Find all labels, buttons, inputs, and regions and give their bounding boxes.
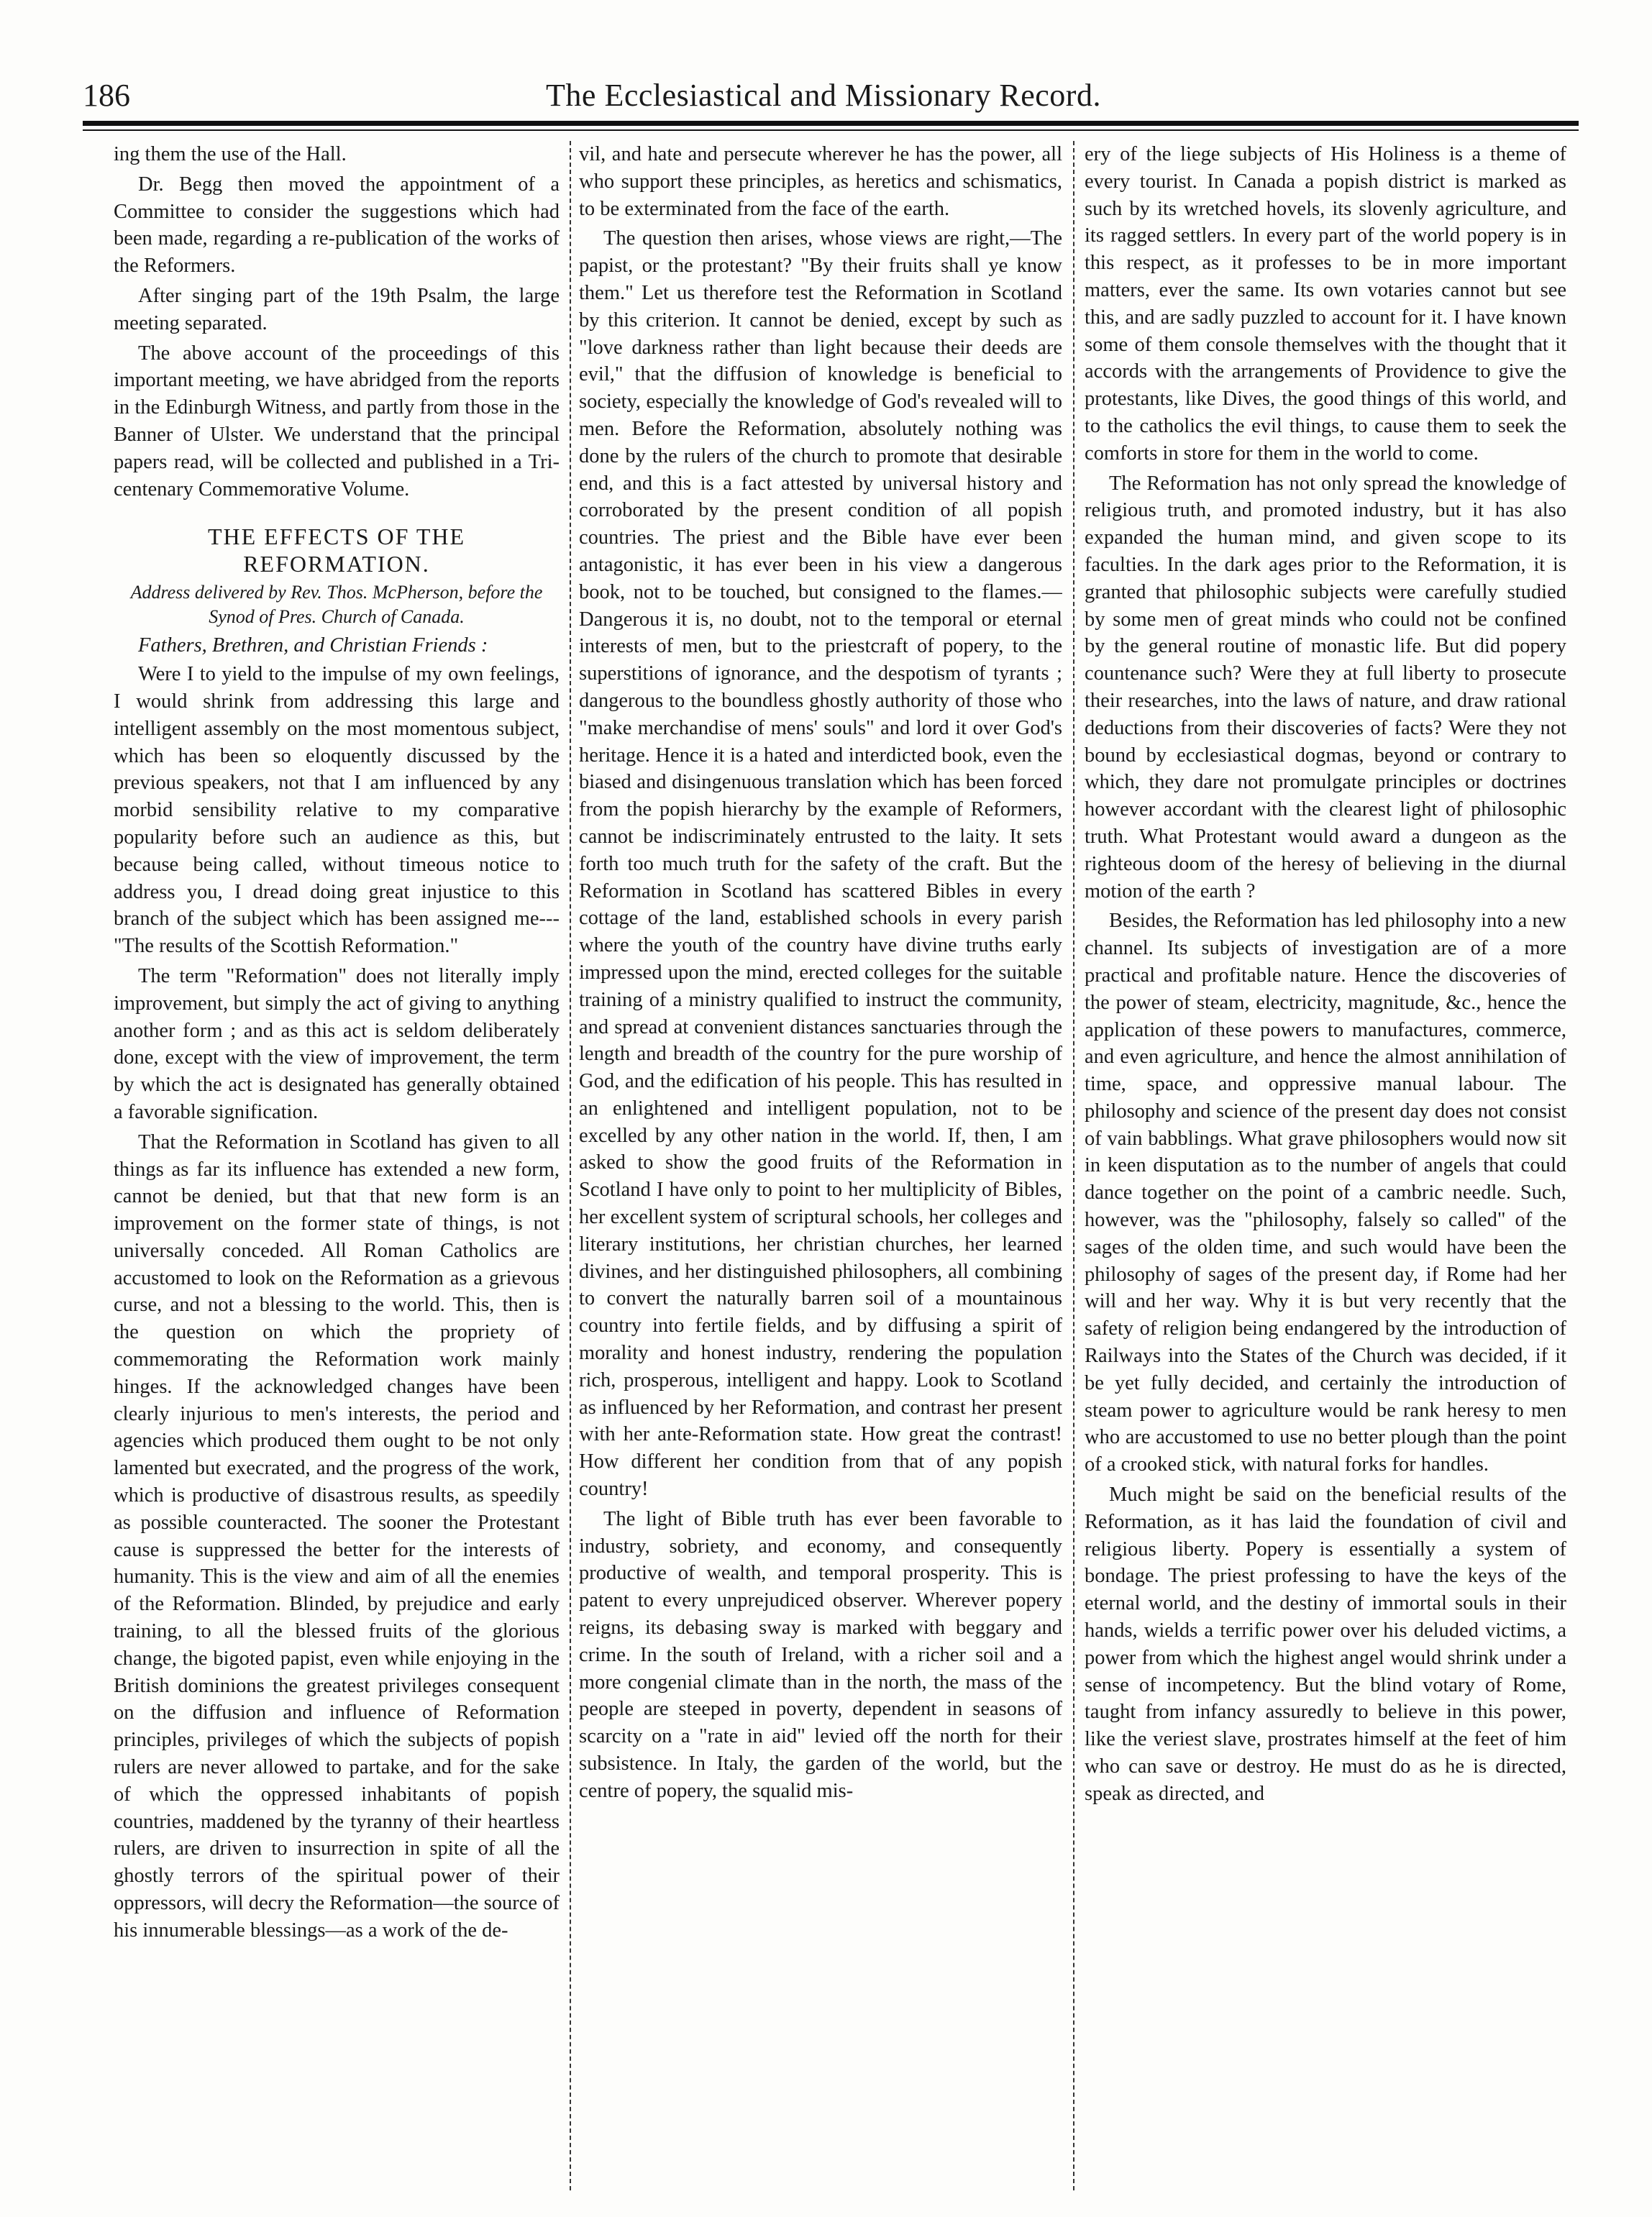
paragraph: Besides, the Reformation has led philosophy into a new channel. Its subjects of investigation are of a more practical and profitable nature. Hence the discoveries of the power of steam, electricity, magnitude, &c., hence the application of these powers to manufactures, commerce, and even agriculture, and hence the almost annihilation of time, space, and oppressive manual labour. The philosophy and science of the present day does not consist of vain babblings. What grave philosophers would now sit in keen disputation as to the number of angels that could dance together on the point of a cambric needle. Such, however, was the "philosophy, falsely so called" of the sages of the olden time, and such would have been the philosophy of sages of the present day, if Rome had her will and her way. Why it is but very recently that the safety of religion being endangered by the introduction of Railways into the States of the Church was decided, if it be yet fully decided, and certainly the introduction of steam power to agriculture would be rank heresy to men who are accustomed to use no better plough than the point of a crooked stick, with natural forks for handles. (1085, 910, 1566, 1476)
column-3 (1085, 141, 1566, 2198)
paragraph: The above account of the proceedings of this important meeting, we have abridged from the reports in the Edinburgh Witness, and partly from those in the Banner of Ulster. We understand that the principal papers read, will be collected and published in a Tri-centenary Commemorative Volume. (114, 342, 560, 500)
paragraph: ing them the use of the Hall. (114, 143, 347, 165)
header-rule-thin (83, 129, 1579, 131)
page-header (61, 72, 1586, 124)
article-title: THE EFFECTS OF THE REFORMATION. (207, 524, 466, 577)
journal-title: The Ecclesiastical and Missionary Record. (546, 78, 1101, 113)
paragraph: After singing part of the 19th Psalm, the large meeting separated. (114, 284, 560, 334)
article-salutation: Fathers, Brethren, and Christian Friends : (138, 634, 488, 657)
column-1 (114, 141, 560, 2198)
article-byline: Address delivered by Rev. Thos. McPherson, before the Synod of Pres. Church of Canada. (130, 582, 543, 628)
paragraph: That the Reformation in Scotland has given to all things as far its influence has extended a new form, cannot be denied, but that that new form is an improvement on the former state of things, is not universally conceded. All Roman Catholics are accustomed to look on the Reformation as a grievous curse, and not a blessing to the world. This, then is the question on which the propriety of commemorating the Reformation work mainly hinges. If the acknowledged changes have been clearly injurious to men's interests, the period and agencies which produced them ought to be not only lamented but execrated, and the progress of the work, which is productive of disastrous results, as speedily as possible counteracted. The sooner the Protestant cause is suppressed the better for the interests of humanity. This is the view and aim of all the enemies of the Reformation. Blinded, by prejudice and early training, to all the blessed fruits of the glorious change, the bigoted papist, even while enjoying in the British dominions the greatest privileges consequent on the diffusion and influence of Reformation principles, privileges of which the subjects of popish rulers are never allowed to partake, and for the sake of which the oppressed inhabitants of popish countries, maddened by the tyranny of their heartless rulers, are driven to insurrection in spite of all the ghostly terrors of the spiritual power of their oppressors, will decry the Reformation—the source of his innumerable blessings—as a work of the de- (114, 1130, 560, 1942)
paragraph: ery of the liege subjects of His Holiness is a theme of every tourist. In Canada a popish district is marked as such by its wretched hovels, its slovenly agriculture, and its ragged settlers. In every part of the world popery is in this respect, as it professes to be in more important matters, ever the same. Its own votaries cannot but see this, and are sadly puzzled to account for it. I have known some of them console themselves with the thought that it accords with the arrangements of Providence to give the protestants, like Dives, the good things of this world, and to the catholics the evil things, to cause them to seek the comforts in store for them in the world to come. (1085, 143, 1566, 465)
paragraph: vil, and hate and persecute wherever he has the power, all who support these principles, as heretics and schismatics, to be exterminated from the face of the earth. (579, 143, 1062, 220)
paragraph: Were I to yield to the impulse of my own feelings, I would shrink from addressing this large and intelligent assembly on the most momentous subject, which has been so eloquently discussed by the previous speakers, not that I am influenced by any morbid sensibility relative to my comparative popularity before such an audience as this, but because being called, without timeous notice to address you, I dread doing great injustice to this branch of the subject which has been assigned me---"The results of the Scottish Reformation." (114, 663, 560, 958)
paragraph: Dr. Begg then moved the appointment of a Committee to consider the suggestions which had been made, regarding a re-publication of the works of the Reformers. (114, 173, 560, 278)
page-number: 186 (83, 78, 130, 113)
column-divider-1 (570, 141, 571, 2190)
paragraph: The term "Reformation" does not literally imply improvement, but simply the act of giving to anything another form ; and as this act is seldom deliberately done, except with the view of improvement, the term by which the act is designated has generally obtained a favorable signification. (114, 964, 560, 1123)
paragraph: The light of Bible truth has ever been favorable to industry, sobriety, and economy, and consequently productive of wealth, and temporal prosperity. This is patent to every unprejudiced observer. Wherever popery reigns, its debasing sway is marked with beggary and crime. In the south of Ireland, with a richer soil and a more congenial climate than in the north, the mass of the people are steeped in poverty, dependent in seasons of scarcity on a "rate in aid" levied off the north for their subsistence. In Italy, the garden of the world, but the centre of popery, the squalid mis- (579, 1507, 1062, 1802)
paragraph: Much might be said on the beneficial results of the Reformation, as it has laid the foundation of civil and religious liberty. Popery is essentially a system of bondage. The priest professing to have the keys of the eternal world, and the destiny of immortal souls in their hands, wields a terrific power over his deluded victims, a power from which the highest angel would shrink under a sense of incompetency. But the blind votary of Rome, taught from infancy assuredly to believe in this power, like the veriest slave, prostrates himself at the feet of him who can save or destroy. He must do as he is directed, speak as directed, and (1085, 1484, 1566, 1805)
header-rule-thick (83, 121, 1579, 126)
paragraph: The question then arises, whose views are right,—The papist, or the protestant? "By their fruits shall ye know them." Let us therefore test the Reformation in Scotland by this criterion. It cannot be denied, except by such as "love darkness rather than light because their deeds are evil," that the diffusion of knowledge is beneficial to society, especially the knowledge of God's revealed will to men. Before the Reformation, absolutely nothing was done by the rulers of the church to promote that desirable end, and this is a fact attested by universal history and corroborated by the present condition of all popish countries. The priest and the Bible have ever been antagonistic, it has ever been in his view a dangerous book, not to be touched, but consigned to the flames.— Dangerous it is, no doubt, not to the temporal or eternal interests of men, but to the priestcraft of popery, to the superstitions of ignorance, and the despotism of tyrants ; dangerous to the boundless ghostly authority of those who "make merchandise of mens' souls" and lord it over God's heritage. Hence it is a hated and interdicted book, even the biased and disingenuous translation which has been forced from the popish hierarchy by the example of Reformers, cannot be indiscriminately entrusted to the laity. It sets forth too much truth for the safety of the craft. But the Reformation in Scotland has scattered Bibles in every cottage of the land, established schools in every parish where the youth of the country have divine truths early impressed upon the mind, erected colleges for the suitable training of a ministry qualified to instruct the community, and spread at convenient distances sanctuaries through the length and breadth of the country for the pure worship of God, and the edification of his people. This has resulted in an enlightened and intelligent population, not to be excelled by any other nation in the world. If, then, I am asked to show the good fruits of the Reformation in Scotland I have only to point to her multiplicity of Bibles, her excellent system of scriptural schools, her colleges and literary institutions, her christian churches, her learned divines, and her distinguished philosophers, all combining to convert the naturally barren soil of a mountainous country into fertile fields, and by diffusing a spirit of morality and honest industry, rendering the population rich, prosperous, intelligent and happy. Look to Scotland as influenced by her Reformation, and contrast her present with her ante-Reformation state. How great the contrast! How different her condition from that of any popish country! (579, 227, 1062, 1501)
column-divider-2 (1073, 141, 1074, 2190)
column-2 (579, 141, 1062, 2198)
paragraph: The Reformation has not only spread the knowledge of religious truth, and promoted industry, but it has also expanded the human mind, and given scope to its faculties. In the dark ages prior to the Reformation, it is granted that philosophic subjects were carefully studied by some men of great minds who could not be confined by the general routine of monastic life. But did popery countenance such? Were they at full liberty to prosecute their researches, into the laws of nature, and draw rational deductions from their discoveries of facts? Were they not bound by ecclesiastical dogmas, beyond or contrary to which, they dare not promulgate principles or doctrines however accordant with the clearest light of philosophic truth. What Protestant would award a dungeon as the righteous doom of the heresy of believing in the diurnal motion of the earth ? (1085, 472, 1566, 902)
